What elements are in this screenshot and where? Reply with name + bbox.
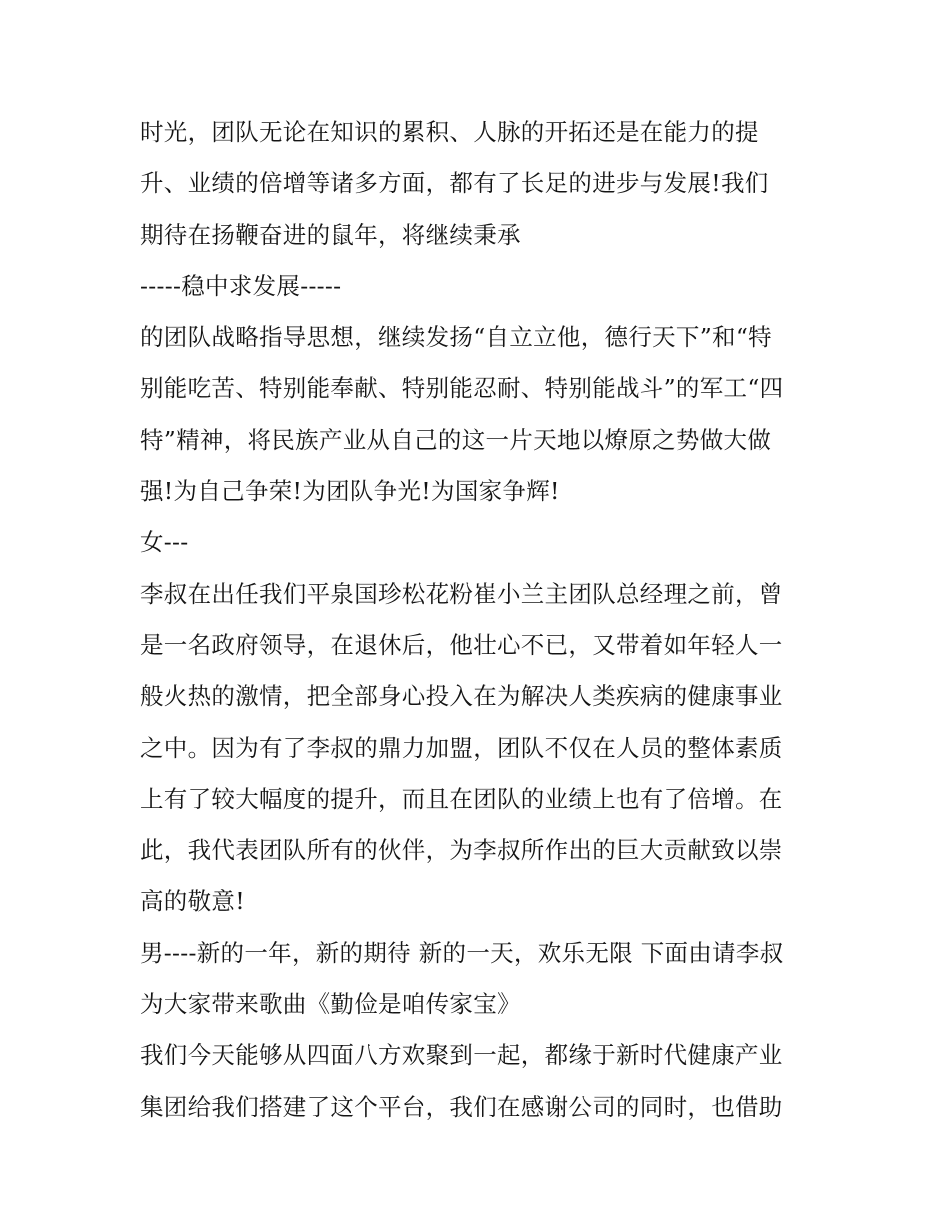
text-line: 强!为自己争荣!为团队争光!为国家争辉! [140,477,560,506]
text-line: 高的敬意! [140,887,245,916]
text-line: 期待在扬鞭奋进的鼠年，将继续秉承 [140,220,521,249]
text-line: 升、业绩的倍增等诸多方面，都有了长足的进步与发展!我们 [140,169,769,198]
text-line: 是一名政府领导，在退休后，他壮心不已，又带着如年轻人一 [140,630,783,659]
text-line: 的团队战略指导思想，继续发扬“自立立他，德行天下”和“特 [140,323,772,352]
text-line: 特”精神，将民族产业从自己的这一片天地以燎原之势做大做 [140,425,772,454]
text-line: 李叔在出任我们平泉国珍松花粉崔小兰主团队总经理之前，曾 [140,579,783,608]
text-line: 我们今天能够从四面八方欢聚到一起，都缘于新时代健康产业 [140,1041,783,1070]
text-line: 时光，团队无论在知识的累积、人脉的开拓还是在能力的提 [140,118,759,146]
document-body [140,107,820,1133]
text-line: 为大家带来歌曲《勤俭是咱传家宝》 [140,990,521,1019]
speaker-label: 女--- [140,528,189,557]
speaker-line: 男----新的一年，新的期待 新的一天，欢乐无限 下面由请李叔 [140,938,784,967]
text-line: 集团给我们搭建了这个平台，我们在感谢公司的同时，也借助 [140,1092,783,1121]
section-divider-heading: -----稳中求发展----- [140,271,342,300]
text-line: 之中。因为有了李叔的鼎力加盟，团队不仅在人员的整体素质 [140,733,783,762]
text-line: 别能吃苦、特别能奉献、特别能忍耐、特别能战斗”的军工“四 [140,374,784,403]
text-line: 般火热的激情，把全部身心投入在为解决人类疾病的健康事业 [140,682,783,711]
text-line: 此，我代表团队所有的伙伴，为李叔所作出的巨大贡献致以崇 [140,836,783,865]
text-line: 上有了较大幅度的提升，而且在团队的业绩上也有了倍增。在 [140,784,783,813]
